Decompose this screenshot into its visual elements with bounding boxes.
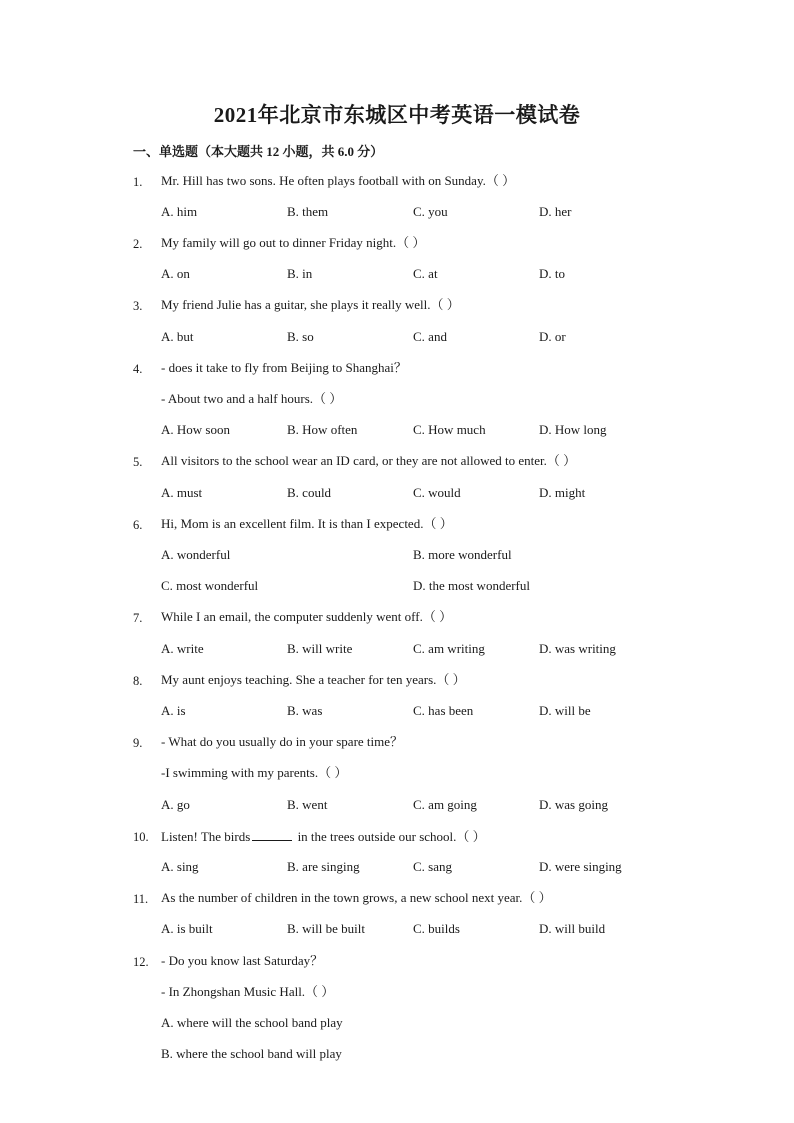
question-number: 10.	[133, 830, 149, 844]
option-a: A. must	[161, 485, 203, 500]
answer-blank	[252, 828, 292, 841]
option-d: D. her	[539, 204, 572, 219]
question-number: 7.	[133, 611, 143, 625]
option-d: D. How long	[539, 422, 607, 437]
section-heading: 一、单选题（本大题共 12 小题，共 6.0 分）	[133, 144, 384, 159]
option-a: A. sing	[161, 859, 199, 874]
option-a: A. How soon	[161, 422, 230, 437]
option-b: B. was	[287, 703, 323, 718]
option-c: C. most wonderful	[161, 578, 259, 593]
option-a: A. write	[161, 641, 204, 656]
question-number: 3.	[133, 299, 143, 313]
option-d: D. was writing	[539, 641, 616, 656]
question-stem: My aunt enjoys teaching. She a teacher for ten years.（ ）	[161, 672, 466, 687]
option-d: D. will be	[539, 703, 591, 718]
option-a: A. wonderful	[161, 547, 231, 562]
question-stem: - What do you usually do in your spare time？	[161, 734, 404, 749]
option-b: B. will be built	[287, 921, 365, 936]
question-stem-line-2: - About two and a half hours.（ ）	[161, 391, 343, 406]
question-stem: - does it take to fly from Beijing to Shanghai？	[161, 360, 407, 375]
option-c: C. builds	[413, 921, 460, 936]
question-stem-line-2: -I swimming with my parents.（ ）	[161, 765, 348, 780]
option-c: C. How much	[413, 422, 486, 437]
option-d: D. the most wonderful	[413, 578, 530, 593]
option-c: C. at	[413, 266, 438, 281]
question-stem: My friend Julie has a guitar, she plays it really well.（ ）	[161, 297, 460, 312]
question-number: 9.	[133, 736, 143, 750]
question-number: 6.	[133, 518, 143, 532]
option-d: D. or	[539, 329, 566, 344]
option-b: B. in	[287, 266, 313, 281]
option-b: B. are singing	[287, 859, 360, 874]
question-stem: Hi, Mom is an excellent film. It is than I expected.（ ）	[161, 516, 453, 531]
question-stem: All visitors to the school wear an ID card, or they are not allowed to enter.（ ）	[161, 453, 577, 468]
option-c: C. sang	[413, 859, 452, 874]
option-a: A. go	[161, 797, 190, 812]
option-c: C. am going	[413, 797, 477, 812]
question-stem-line-2: - In Zhongshan Music Hall.（ ）	[161, 984, 335, 999]
option-c: C. would	[413, 485, 461, 500]
option-a: A. is	[161, 703, 186, 718]
question-stem: Mr. Hill has two sons. He often plays football with on Sunday.（ ）	[161, 173, 516, 188]
question-number: 5.	[133, 455, 143, 469]
option-b: B. will write	[287, 641, 353, 656]
option-a: A. where will the school band play	[161, 1015, 343, 1030]
option-c: C. am writing	[413, 641, 485, 656]
question-stem-part-2: in the trees outside our school.（ ）	[294, 829, 486, 844]
question-stem: - Do you know last Saturday？	[161, 953, 324, 968]
option-d: D. to	[539, 266, 565, 281]
question-stem-part-1: Listen! The birds	[161, 829, 251, 844]
option-d: D. might	[539, 485, 586, 500]
page-title: 2021年北京市东城区中考英语一模试卷	[213, 103, 581, 127]
option-b: B. could	[287, 485, 332, 500]
option-c: C. has been	[413, 703, 474, 718]
option-c: C. and	[413, 329, 447, 344]
option-b: B. where the school band will play	[161, 1046, 342, 1061]
question-number: 12.	[133, 955, 149, 969]
question-stem	[161, 828, 486, 845]
option-b: B. more wonderful	[413, 547, 512, 562]
option-a: A. him	[161, 204, 198, 219]
question-stem: As the number of children in the town grows, a new school next year.（ ）	[161, 890, 552, 905]
question-stem: While I an email, the computer suddenly went off.（ ）	[161, 609, 453, 624]
option-c: C. you	[413, 204, 448, 219]
option-d: D. will build	[539, 921, 606, 936]
option-b: B. so	[287, 329, 314, 344]
option-b: B. How often	[287, 422, 358, 437]
option-d: D. were singing	[539, 859, 622, 874]
option-b: B. went	[287, 797, 328, 812]
question-number: 4.	[133, 362, 143, 376]
option-a: A. on	[161, 266, 190, 281]
option-a: A. is built	[161, 921, 213, 936]
option-b: B. them	[287, 204, 329, 219]
option-d: D. was going	[539, 797, 608, 812]
question-number: 1.	[133, 175, 143, 189]
question-number: 2.	[133, 237, 143, 251]
question-stem: My family will go out to dinner Friday night.（ ）	[161, 235, 426, 250]
question-number: 11.	[133, 892, 149, 906]
option-a: A. but	[161, 329, 194, 344]
question-number: 8.	[133, 674, 143, 688]
